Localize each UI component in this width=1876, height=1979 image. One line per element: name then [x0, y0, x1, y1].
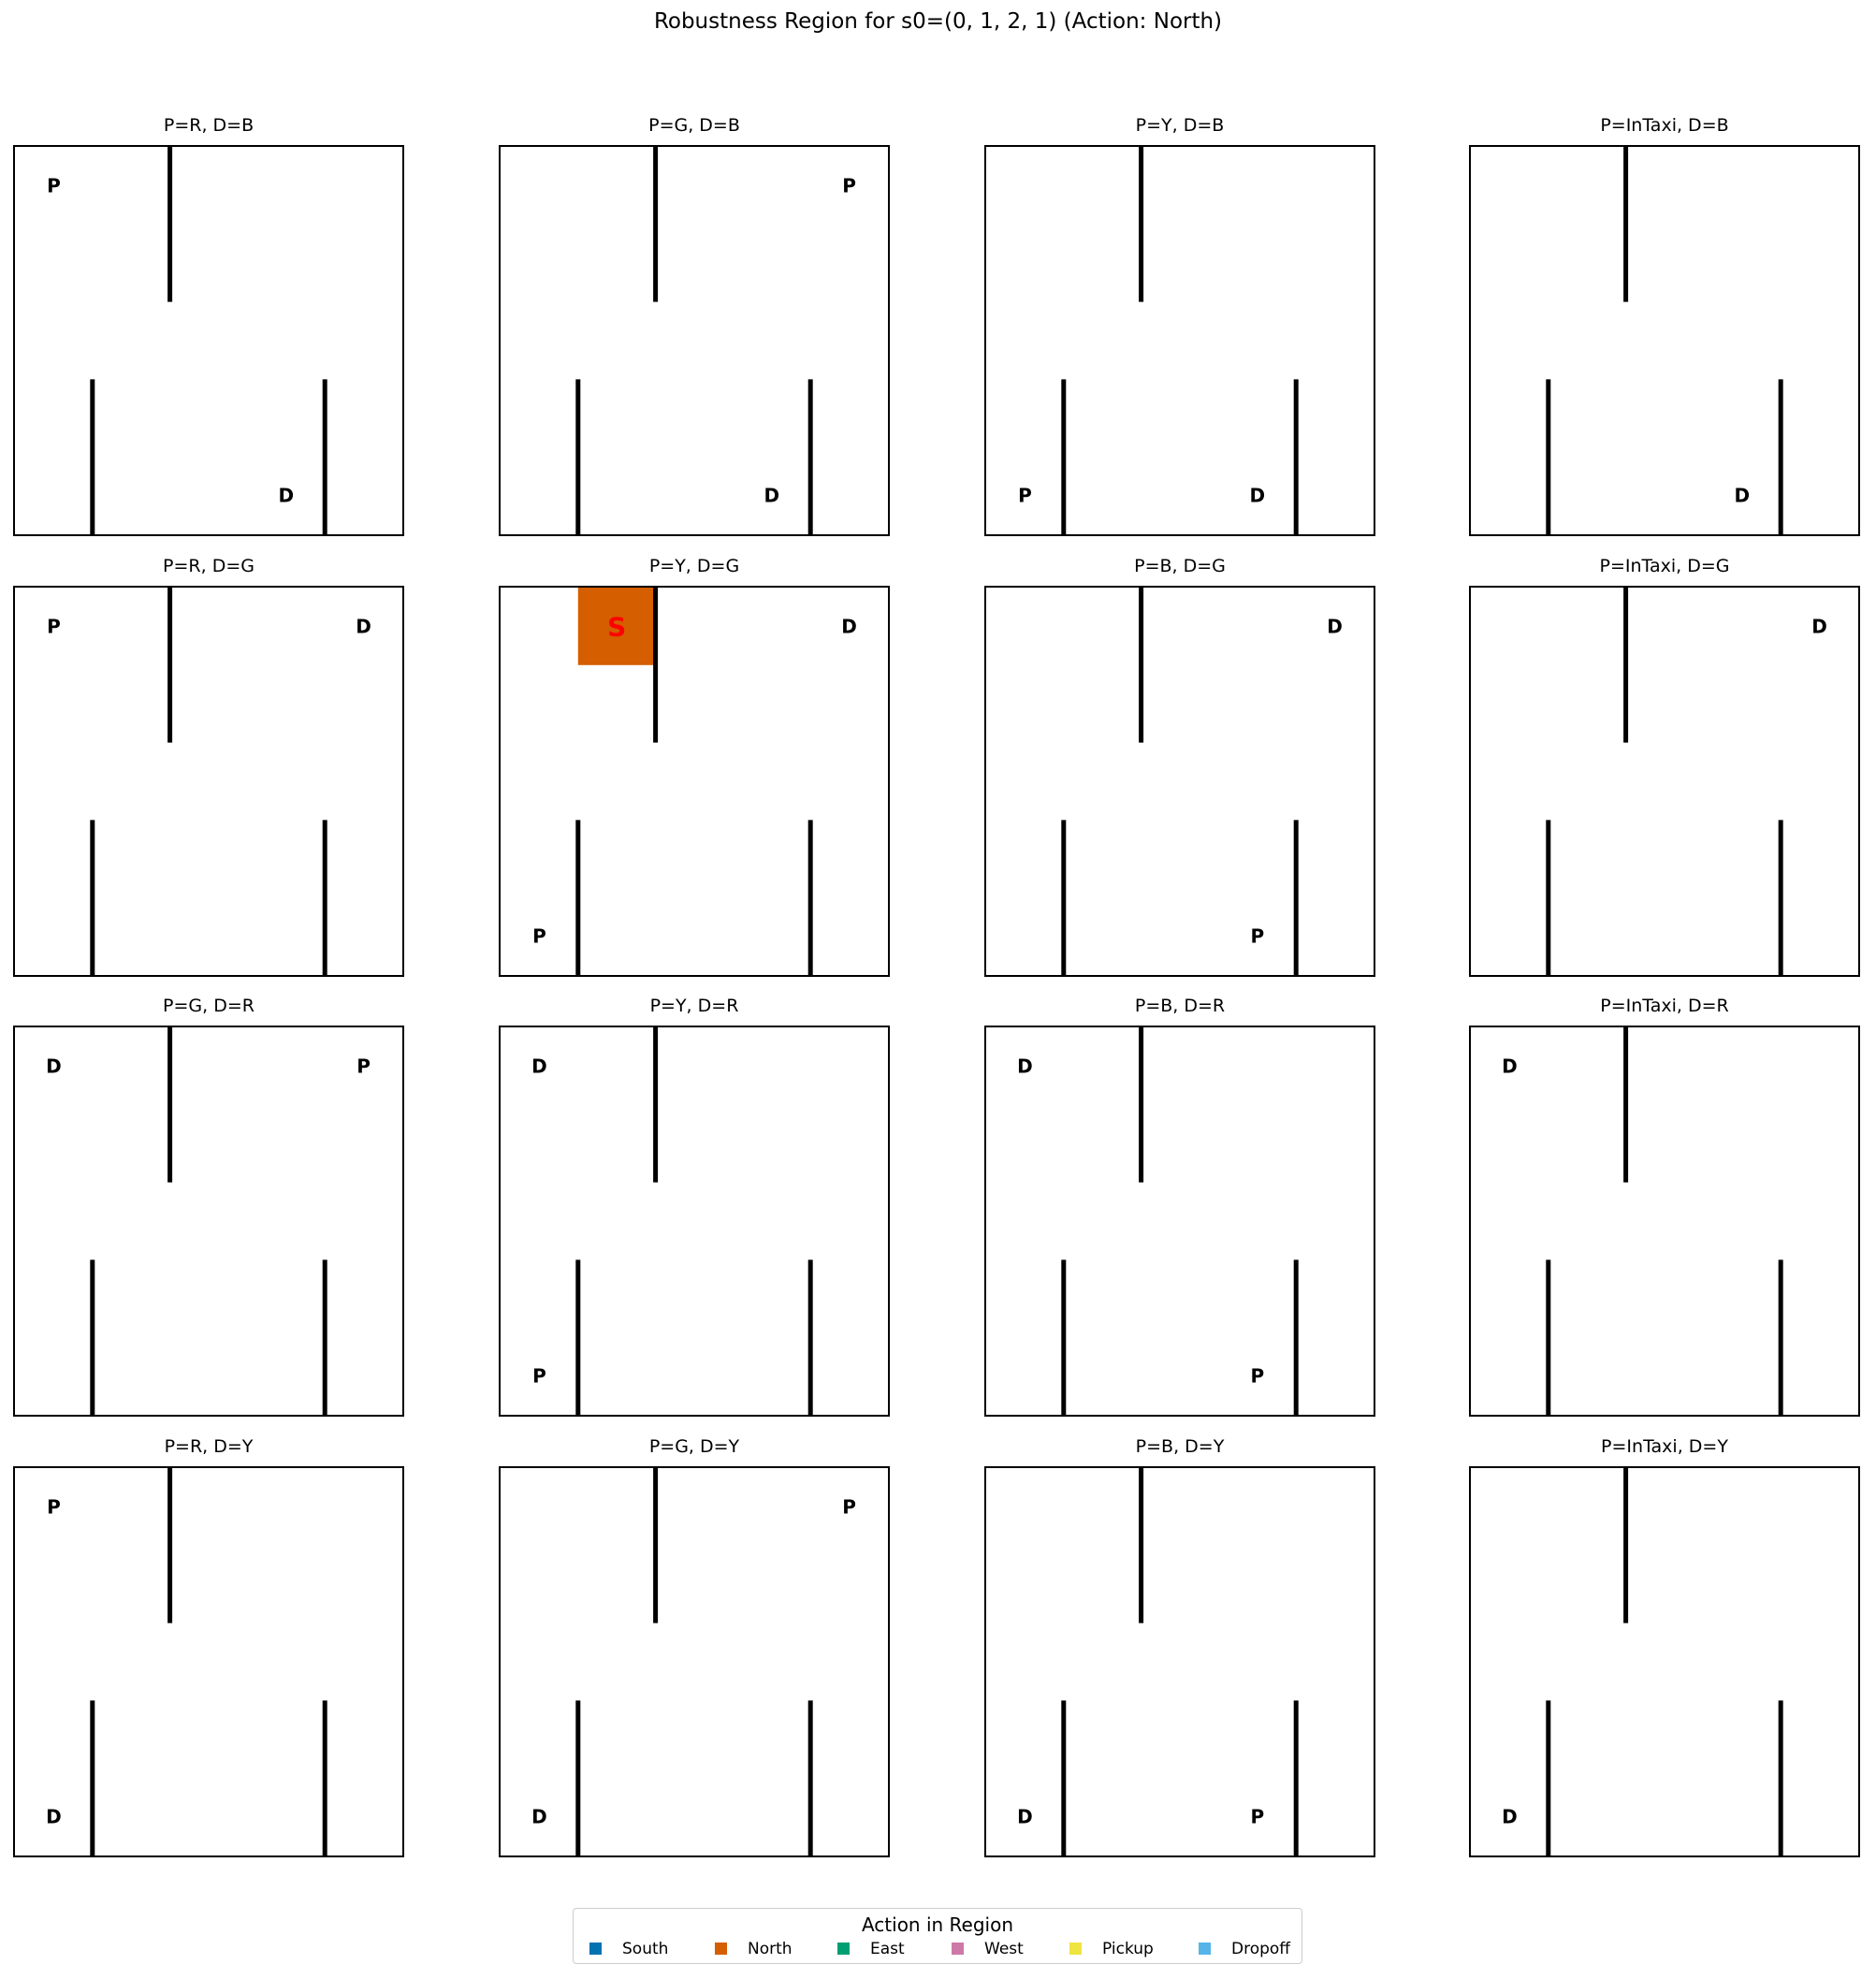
- legend-item-west: [952, 1941, 1024, 1957]
- passenger-marker: P: [1250, 1364, 1265, 1388]
- panel-title: P=G, D=B: [648, 115, 740, 136]
- passenger-marker: P: [47, 174, 61, 197]
- destination-marker: D: [1017, 1055, 1033, 1078]
- taxi-grid-panel: [1469, 1026, 1860, 1417]
- destination-marker: D: [1017, 1805, 1033, 1828]
- grid-canvas: [986, 147, 1374, 534]
- grid-canvas: [501, 588, 888, 975]
- destination-marker: D: [763, 484, 780, 507]
- panel-title: P=B, D=R: [1134, 996, 1226, 1016]
- legend-item-south: [589, 1941, 668, 1957]
- destination-marker: D: [1249, 484, 1266, 507]
- destination-marker: D: [531, 1055, 547, 1078]
- taxi-grid-panel: [499, 1466, 890, 1857]
- legend-label-west: West: [984, 1940, 1024, 1958]
- taxi-grid-panel: [1469, 145, 1860, 536]
- grid-canvas: [986, 1468, 1374, 1855]
- destination-marker: D: [46, 1055, 62, 1078]
- taxi-grid-panel: [499, 586, 890, 977]
- taxi-grid-panel: [1469, 586, 1860, 977]
- legend-label-east: East: [870, 1940, 905, 1958]
- passenger-marker: P: [842, 174, 856, 197]
- figure-title: Robustness Region for s0=(0, 1, 2, 1) (Action: North): [653, 9, 1223, 34]
- destination-marker: D: [46, 1805, 62, 1828]
- panel-title: P=Y, D=G: [648, 556, 740, 576]
- destination-marker: D: [278, 484, 295, 507]
- passenger-marker: P: [842, 1495, 856, 1519]
- legend-item-east: [837, 1941, 905, 1957]
- legend-title: Action in Region: [861, 1914, 1014, 1936]
- taxi-grid-panel: [1469, 1466, 1860, 1857]
- taxi-grid-panel: [984, 586, 1375, 977]
- legend-item-pickup: [1069, 1941, 1154, 1957]
- panel-title: P=Y, D=R: [649, 996, 739, 1016]
- taxi-grid-panel: [13, 145, 404, 536]
- panel-title: P=InTaxi, D=R: [1600, 996, 1729, 1016]
- panel-title: P=R, D=B: [163, 115, 254, 136]
- passenger-marker: P: [47, 1495, 61, 1519]
- legend-swatch-west: [952, 1943, 964, 1955]
- legend-label-north: North: [748, 1940, 793, 1958]
- grid-canvas: [1471, 588, 1858, 975]
- panel-title: P=InTaxi, D=B: [1600, 115, 1729, 136]
- passenger-marker: P: [532, 924, 546, 948]
- passenger-marker: P: [356, 1055, 371, 1078]
- panel-title: P=B, D=Y: [1135, 1436, 1225, 1457]
- taxi-grid-panel: [984, 1466, 1375, 1857]
- destination-marker: D: [531, 1805, 547, 1828]
- grid-canvas: [15, 147, 402, 534]
- legend-swatch-north: [715, 1943, 727, 1955]
- grid-canvas: [501, 1027, 888, 1415]
- grid-canvas: [986, 588, 1374, 975]
- grid-canvas: [15, 1468, 402, 1855]
- grid-canvas: [1471, 147, 1858, 534]
- grid-canvas: [986, 1027, 1374, 1415]
- legend-label-dropoff: Dropoff: [1231, 1940, 1291, 1958]
- legend-item-north: [715, 1941, 793, 1957]
- start-state-marker: S: [607, 611, 627, 643]
- passenger-marker: P: [47, 615, 61, 638]
- passenger-marker: P: [1250, 924, 1265, 948]
- panel-title: P=G, D=R: [163, 996, 254, 1016]
- panel-title: P=R, D=G: [163, 556, 254, 576]
- legend-label-pickup: Pickup: [1102, 1940, 1154, 1958]
- grid-canvas: [501, 147, 888, 534]
- destination-marker: D: [1502, 1055, 1518, 1078]
- taxi-grid-panel: [984, 145, 1375, 536]
- passenger-marker: P: [1250, 1805, 1265, 1828]
- grid-canvas: [1471, 1027, 1858, 1415]
- passenger-marker: P: [532, 1364, 546, 1388]
- taxi-grid-panel: [499, 1026, 890, 1417]
- taxi-grid-panel: [499, 145, 890, 536]
- legend-swatch-south: [589, 1943, 602, 1955]
- panel-title: P=B, D=G: [1134, 556, 1226, 576]
- legend-label-south: South: [622, 1940, 669, 1958]
- legend-swatch-east: [837, 1943, 850, 1955]
- legend-item-dropoff: [1199, 1941, 1290, 1957]
- grid-canvas: [15, 1027, 402, 1415]
- destination-marker: D: [1734, 484, 1751, 507]
- panel-title: P=G, D=Y: [648, 1436, 740, 1457]
- panel-title: P=Y, D=B: [1135, 115, 1225, 136]
- grid-canvas: [15, 588, 402, 975]
- panel-title: P=R, D=Y: [164, 1436, 254, 1457]
- taxi-grid-panel: [984, 1026, 1375, 1417]
- taxi-grid-panel: [13, 1026, 404, 1417]
- destination-marker: D: [1502, 1805, 1518, 1828]
- grid-canvas: [1471, 1468, 1858, 1855]
- passenger-marker: P: [1018, 484, 1032, 507]
- destination-marker: D: [356, 615, 371, 638]
- destination-marker: D: [1327, 615, 1343, 638]
- legend-swatch-pickup: [1069, 1943, 1082, 1955]
- panel-title: P=InTaxi, D=Y: [1601, 1436, 1728, 1457]
- destination-marker: D: [1811, 615, 1827, 638]
- legend: [573, 1908, 1302, 1964]
- panel-title: P=InTaxi, D=G: [1599, 556, 1730, 576]
- legend-swatch-dropoff: [1199, 1943, 1211, 1955]
- destination-marker: D: [841, 615, 857, 638]
- taxi-grid-panel: [13, 586, 404, 977]
- taxi-grid-panel: [13, 1466, 404, 1857]
- grid-canvas: [501, 1468, 888, 1855]
